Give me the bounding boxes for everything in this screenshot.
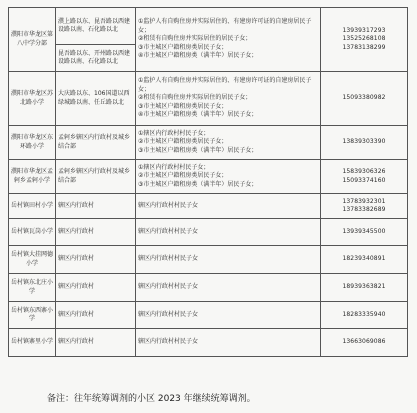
phone-cell [321, 219, 408, 246]
phone-number: 13663069086 [342, 338, 386, 346]
area-cell: 辖区内行政村 [56, 274, 136, 302]
requirement-line: 辖区内行政村村民子女 [138, 201, 199, 209]
table-row [9, 126, 408, 160]
phone-cell [321, 126, 408, 160]
school-cell: 岳村镇东北庄小学 [9, 274, 56, 302]
requirement-cell [136, 302, 321, 329]
requirement-line: 辖区内行政村村民子女 [138, 283, 199, 291]
requirement-cell [136, 219, 321, 246]
school-cell: 濮阳市华龙区第八中学分部 [9, 8, 56, 72]
requirement-line: 辖区内行政村村民子女 [138, 338, 199, 346]
area-cell: 辖区内行政村 [56, 302, 136, 329]
requirement-cell [136, 72, 321, 126]
area-cell: 辖区内行政村 [56, 219, 136, 246]
table-row [9, 274, 408, 302]
phone-number: 18283335940 [342, 310, 386, 318]
requirement-line: ④市主城区户籍租房类（满半年）居民子女； [138, 111, 258, 119]
phone-number: 13939345500 [342, 227, 386, 235]
area-cell: 辖区内行政村 [56, 194, 136, 219]
requirement-line: 辖区内行政村村民子女 [138, 255, 199, 263]
requirement-cell [136, 274, 321, 302]
school-cell: 岳村镇田村小学 [9, 194, 56, 219]
requirement-cell [136, 126, 321, 160]
phone-number: 13783932301 [342, 197, 386, 205]
phone-number: 13783382689 [342, 206, 386, 213]
phone-cell [321, 329, 408, 357]
phone-cell [321, 72, 408, 126]
footnote: 备注：往年统筹调剂的小区 2023 年继续统筹调剂。 [47, 394, 256, 404]
phone-number: 13939317293 [342, 26, 386, 34]
requirement-line: 辖区内行政村村民子女 [138, 227, 199, 235]
phone-cell [321, 302, 408, 329]
school-cell: 岳村镇大挂网德小学 [9, 246, 56, 274]
requirement-line: ③市主城区户籍租房类居民子女； [138, 43, 228, 51]
phone-number: 18939363821 [342, 283, 386, 291]
requirement-line: 辖区内行政村村民子女 [138, 310, 199, 318]
phone-number: 13525268108 [342, 35, 386, 43]
table-row [9, 302, 408, 329]
requirement-line: ③市主城区户籍租房类（满半年）居民子女； [138, 146, 258, 154]
requirement-line: ④市主城区户籍租房类（满半年）居民子女； [138, 52, 258, 60]
table-row [9, 8, 408, 45]
requirement-cell [136, 160, 321, 194]
phone-number: 15093380982 [342, 94, 386, 102]
requirement-cell [136, 194, 321, 219]
area-cell: 辖区内行政村 [56, 329, 136, 357]
requirement-line: ②市主城区户籍租房类居民子女； [138, 138, 228, 146]
school-cell: 岳村镇寨里小学 [9, 329, 56, 357]
requirement-line: ③市主城区户籍租房类（满半年）居民子女； [138, 180, 258, 188]
phone-cell [321, 8, 408, 72]
area-cell: 大庆路以东、106国道以西绿城路以南、任丘路以北 [56, 72, 136, 126]
phone-number: 13783138299 [342, 43, 386, 51]
phone-cell [321, 160, 408, 194]
phone-cell [321, 246, 408, 274]
requirement-line: ②租赁有自购住房并实际居住的居民子女； [138, 35, 252, 43]
table-row [9, 219, 408, 246]
phone-cell [321, 274, 408, 302]
requirement-line: ③市主城区户籍租房类居民子女； [138, 102, 228, 110]
phone-cell [321, 194, 408, 219]
school-cell: 濮阳市华龙区孟轲乡孟轲小学 [9, 160, 56, 194]
school-cell: 濮阳市华龙区苏北路小学 [9, 72, 56, 126]
requirement-line: ①监护人有自购住房并实际居住的、有建房许可证的自建房居民子女； [138, 77, 312, 93]
table-row [9, 160, 408, 194]
school-cell: 岳村镇东西寨小学 [9, 302, 56, 329]
table-row [9, 72, 408, 126]
area-cell: 孟轲乡辖区内行政村及城乡结合部 [56, 160, 136, 194]
phone-number: 15839306326 [342, 168, 386, 176]
area-cell: 濮上路以东、昆吾路以西建设路以南、石化路以北 [56, 8, 136, 45]
table-row [9, 246, 408, 274]
requirement-line: ②租赁有自购住房并实际居住的居民子女； [138, 94, 252, 102]
phone-number: 18239340891 [342, 255, 386, 263]
table-row [9, 194, 408, 219]
requirement-line: ①辖区内行政村村民子女； [138, 129, 210, 137]
school-cell: 岳村镇瓦岗小学 [9, 219, 56, 246]
area-cell: 辖区内行政村 [56, 246, 136, 274]
requirement-line: ①监护人有自购住房并实际居住的、有建房许可证的自建房居民子女； [138, 18, 312, 34]
table-row [9, 329, 408, 357]
phone-number: 13839303390 [342, 138, 386, 146]
area-cell: 昆吾路以东、开州路以西建设路以南、石化路以北 [56, 45, 136, 72]
requirement-cell [136, 8, 321, 72]
requirement-cell [136, 329, 321, 357]
area-cell: 孟轲乡辖区内行政村及城乡结合部 [56, 126, 136, 160]
enrollment-table [8, 7, 408, 357]
school-cell: 濮阳市华龙区东环路小学 [9, 126, 56, 160]
requirement-line: ②市主城区户籍租房类居民子女； [138, 172, 228, 180]
requirement-line: ①辖区内行政村村民子女； [138, 163, 210, 171]
requirement-cell [136, 246, 321, 274]
phone-number: 15093374160 [342, 176, 386, 184]
